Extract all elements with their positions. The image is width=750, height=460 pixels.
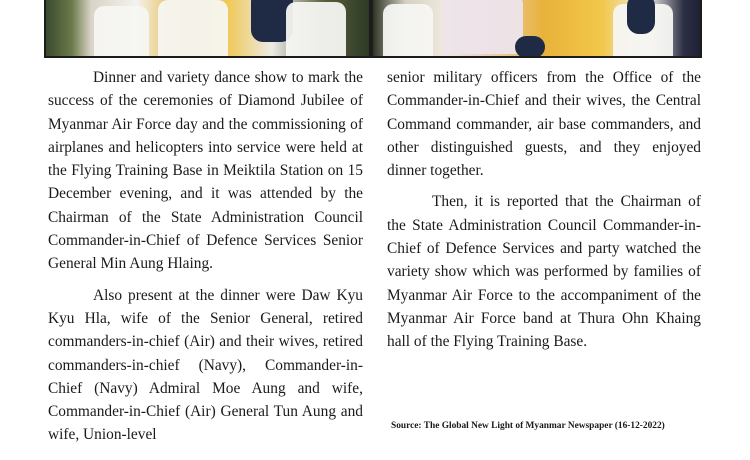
guest-figure-shape [627,0,655,34]
dinner-photo-left [44,0,371,58]
article-paragraph: senior military officers from the Office of the Commander-in-Chief and their wives, the Central Command commander, air base commanders, and other distinguished guests, and they enjoyed dinner together. [387,69,701,180]
guest-figure-shape [443,0,523,54]
white-chair-shape [286,2,346,58]
article-paragraph: Then, it is reported that the Chairman of the State Administration Council Commander-in-Chief of Defence Services and party watched the variety show which was performed by families of Myanmar Air Force to the accompaniment of the Myanmar Air Force band at Thura Ohn Khaing hall of the Flying Training Base. [387,193,701,351]
article-paragraph: Also present at the dinner were Daw Kyu Kyu Hla, wife of the Senior General, retired commanders-in-chief (Air) and their wives, retired commanders-in-chief (Navy), Commander-in-Chief (Navy) Admiral Moe Aung and wife, Commander-in-Chief (Air) General Tun Aung and wife, Union-level [48,286,363,444]
dinner-photo-right [371,0,702,58]
white-chair-shape [158,0,228,58]
white-chair-shape [383,4,433,58]
article-column-left [48,66,363,447]
article-paragraph: Dinner and variety dance show to mark the success of the ceremonies of Diamond Jubilee of Myanmar Air Force day and the commissioning of airplanes and helicopters into service were held at the Flying Training Base in Meiktila Station on 15 December evening, and it was attended by the Chairman of the State Administration Council Commander-in-Chief of Defence Services Senior General Min Aung Hlaing. [48,69,363,273]
article-column-right [387,66,701,354]
white-chair-shape [94,6,149,58]
guest-figure-shape [515,36,545,58]
source-citation: Source: The Global New Light of Myanmar Newspaper (16-12-2022) [391,421,665,431]
